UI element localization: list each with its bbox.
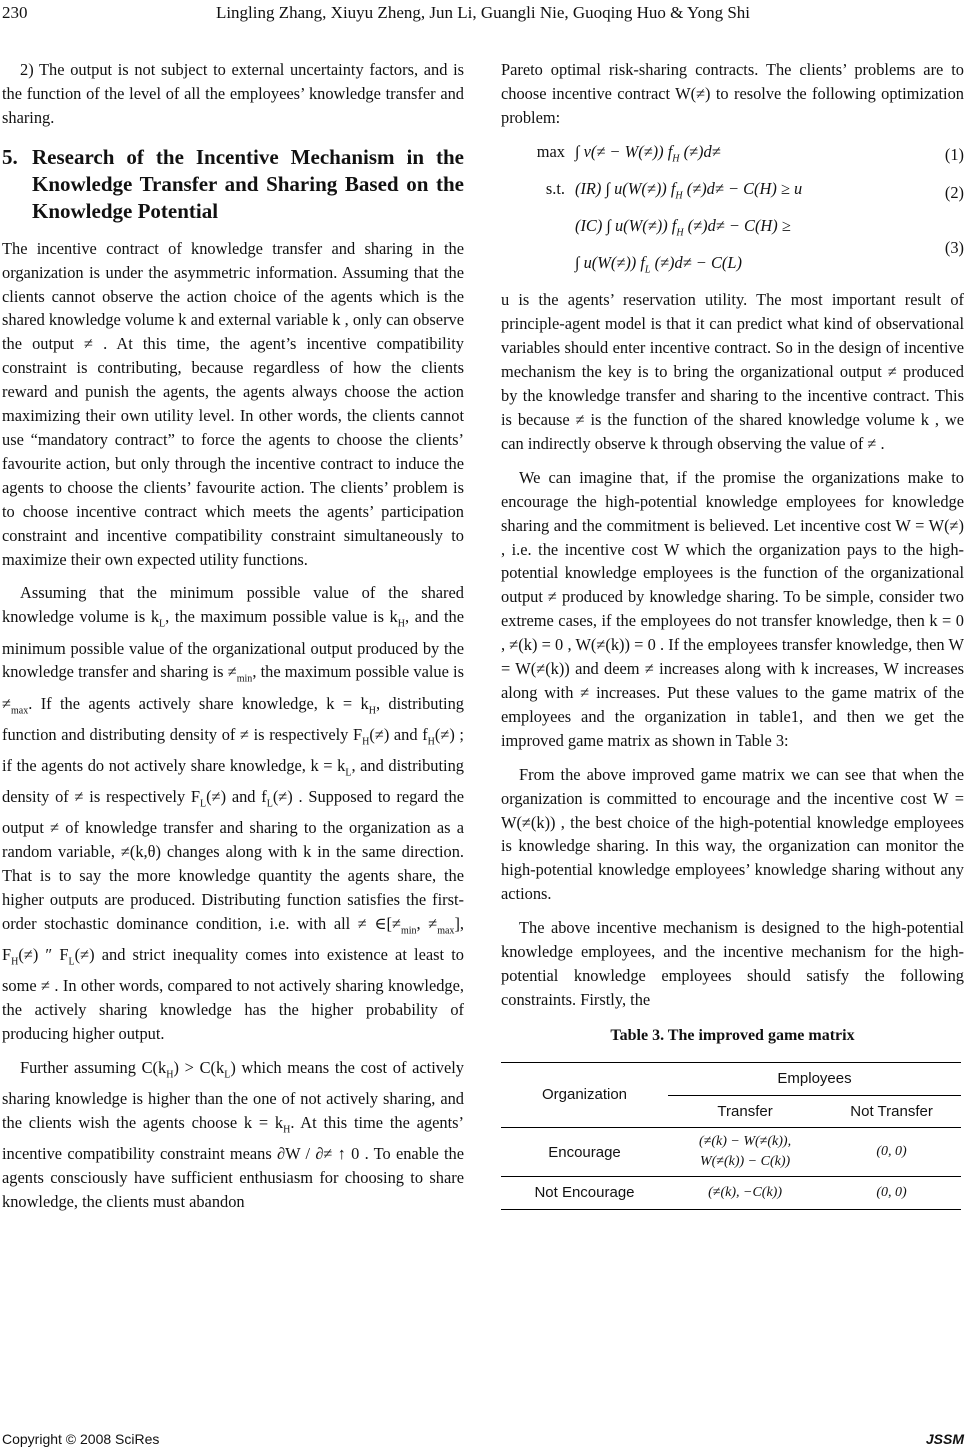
paragraph-mechanism: The above incentive mechanism is designed to the high-potential knowledge employees, and the incentive mechanism for the high-potential knowledge employees should satisfy the following constraints. Firstly, the bbox=[501, 918, 964, 1009]
section-title: Research of the Incentive Mechanism in the Knowledge Transfer and Sharing Based on the Knowledge Potential bbox=[32, 144, 464, 223]
equation-number: (3) bbox=[944, 238, 964, 258]
paragraph-pareto: Pareto optimal risk-sharing contracts. The clients’ problems are to choose incentive contract W(≠) to resolve the following optimization problem: bbox=[501, 60, 964, 127]
left-column bbox=[2, 58, 464, 1224]
equation-2: s.t. (IR) ∫ u(W(≠)) $f_H$ (≠)d≠ − C(H) ≥ u (2) bbox=[501, 177, 964, 208]
table-cell: (≠(k) − W(≠(k)), W(≠(k)) − C(k)) bbox=[668, 1128, 822, 1177]
right-column bbox=[501, 58, 964, 1210]
paragraph-assumptions: Assuming that the minimum possible value of the shared knowledge volume is $k_L$, the maximum possible value is $k_H$, and the minimum possible value of the organizational output produced by the knowledge transfer and sharing is $\ne_{min}$, the maximum possible value is $\ne_{max}$. If the agents actively share knowledge, $k = k_H$, distributing function and distributing density of ≠ is respectively $F_H(\ne)$ and $f_H(\ne)$ ; if the agents do not actively share knowledge, $k = k_L$, and distributing density of ≠ is respectively $F_L(\ne)$ and $f_L(\ne)$ . Supposed to regard the output ≠ of knowledge transfer and sharing to the organization as a random variable, ≠(k,θ) changes along with k in the same direction. That is to say the more knowledge quantity the agents share, the higher outputs are produced. Distributing function satisfies the first-order stochastic dominance condition, i.e. with all ≠ $\in[\ne_{min}$, $\ne_{max}$], $F_H(\ne)$ ″ $F_L(\ne)$ and strict inequality comes into existence at least to some ≠ . In other words, compared to not actively sharing knowledge, the actively sharing knowledge has the higher probability of producing higher output. bbox=[2, 583, 465, 1044]
table-col-transfer: Transfer bbox=[668, 1095, 822, 1128]
table-col-group: Employees bbox=[668, 1062, 961, 1095]
table-caption: Table 3. The improved game matrix bbox=[610, 1026, 855, 1044]
paragraph-cost-assumption: Further assuming $C(k_H) > C(k_L)$ which means the cost of actively sharing knowledge is higher than the one of not actively sharing, and the clients wish the agents choose $k = k_H$. At this time the agents’ incentive compatibility constraint means ∂W / ∂≠ ↑ 0 . To enable the agents consciously have sufficient enthusiasm for choosing to share knowledge, the clients must abandon bbox=[2, 1058, 465, 1212]
running-authors: Lingling Zhang, Xiuyu Zheng, Jun Li, Guangli Nie, Guoqing Huo & Yong Shi bbox=[215, 3, 751, 22]
equation-number: (2) bbox=[944, 182, 964, 202]
paragraph-game-matrix-result: From the above improved game matrix we can see that when the organization is committed to encourage and the incentive cost W = W(≠(k)) , the best choice of the high-potential knowledge employees is knowledge sharing. In this way, the organization can monitor the high-potential knowledge employees’ knowledge sharing without any actions. bbox=[501, 764, 964, 904]
game-matrix-table bbox=[501, 1062, 961, 1211]
table-row-not-encourage: Not Encourage bbox=[501, 1177, 668, 1210]
paragraph-incentive-contract: The incentive contract of knowledge transfer and sharing in the organization is under the asymmetric information. Assuming that the clients cannot observe the action choice of the agents which is the shared knowledge volume k and external variable k , only can observe the output ≠ . At this time, the agent’s incentive compatibility constraint is contributing, because regardless of how the clients reward and punish the agents, the agents always choose the action maximizing their own utility level. In other words, the clients cannot use “mandatory contract” to force the agents to choose the clients’ favourite action, but only through the incentive contract to induce the agents to choose the clients’ favourite action. The clients’ problem is to choose incentive contract which meets the agents’ participation constraint and incentive compatibility constraint simultaneously to maximize their own expected utility functions. bbox=[2, 238, 464, 569]
table-row-encourage: Encourage bbox=[501, 1128, 668, 1177]
equation-number: (1) bbox=[944, 145, 964, 165]
paragraph-reservation-utility: u is the agents’ reservation utility. The most important result of principle-agent model is that it can predict what kind of observational variables should enter incentive contract. So in the design of incentive mechanism the key is to bring the organizational output ≠ produced by the knowledge transfer and sharing to the incentive contract. This is because ≠ is the function of the shared knowledge volume k , we can indirectly observe k through observing the value of ≠ . bbox=[501, 290, 964, 453]
table-row-header: Organization bbox=[501, 1062, 668, 1128]
copyright: Copyright © 2008 SciRes bbox=[2, 1431, 160, 1447]
table-cell: (0, 0) bbox=[822, 1128, 961, 1177]
paragraph-imagine: We can imagine that, if the promise the organizations make to encourage the high-potential knowledge employees for knowledge sharing and the commitment is believed. Let incentive cost W = W(≠) , i.e. the incentive cost W which the organization pays to the high-potential knowledge employees is the function of the organizational output ≠ produced by knowledge sharing. To be simple, consider two extreme cases, if the employees do not transfer knowledge, then k = 0 , ≠(k) = 0 , W(≠(k)) = 0 . If the employees transfer knowledge, then W = W(≠(k)) and deem ≠ increases along with k increases, W increases along with ≠ increases. Put these values to the game matrix of the employees and the organization in table1, and then we get the improved game matrix as shown in Table 3: bbox=[501, 467, 964, 750]
table-cell: (0, 0) bbox=[822, 1177, 961, 1210]
equation-3: (IC) ∫ u(W(≠)) $f_H$ (≠)d≠ − C(H) ≥ ∫ u(W(≠)) $f_L$ (≠)d≠ − C(L) (3) bbox=[575, 216, 964, 276]
page-number: 230 bbox=[2, 3, 28, 22]
table-col-not-transfer: Not Transfer bbox=[822, 1095, 961, 1128]
paragraph-output-condition: 2) The output is not subject to external uncertainty factors, and is the function of the level of all the employees’ knowledge transfer and sharing. bbox=[2, 60, 464, 127]
table-cell: (≠(k), −C(k)) bbox=[668, 1177, 822, 1210]
journal-name: JSSM bbox=[925, 1431, 964, 1447]
equation-1: max ∫ v(≠ − W(≠)) $f_H$ (≠)d≠ (1) bbox=[501, 140, 964, 171]
section-heading bbox=[2, 144, 464, 225]
page-footer bbox=[2, 1431, 964, 1447]
page-header bbox=[0, 0, 966, 26]
section-number: 5. bbox=[2, 144, 18, 169]
